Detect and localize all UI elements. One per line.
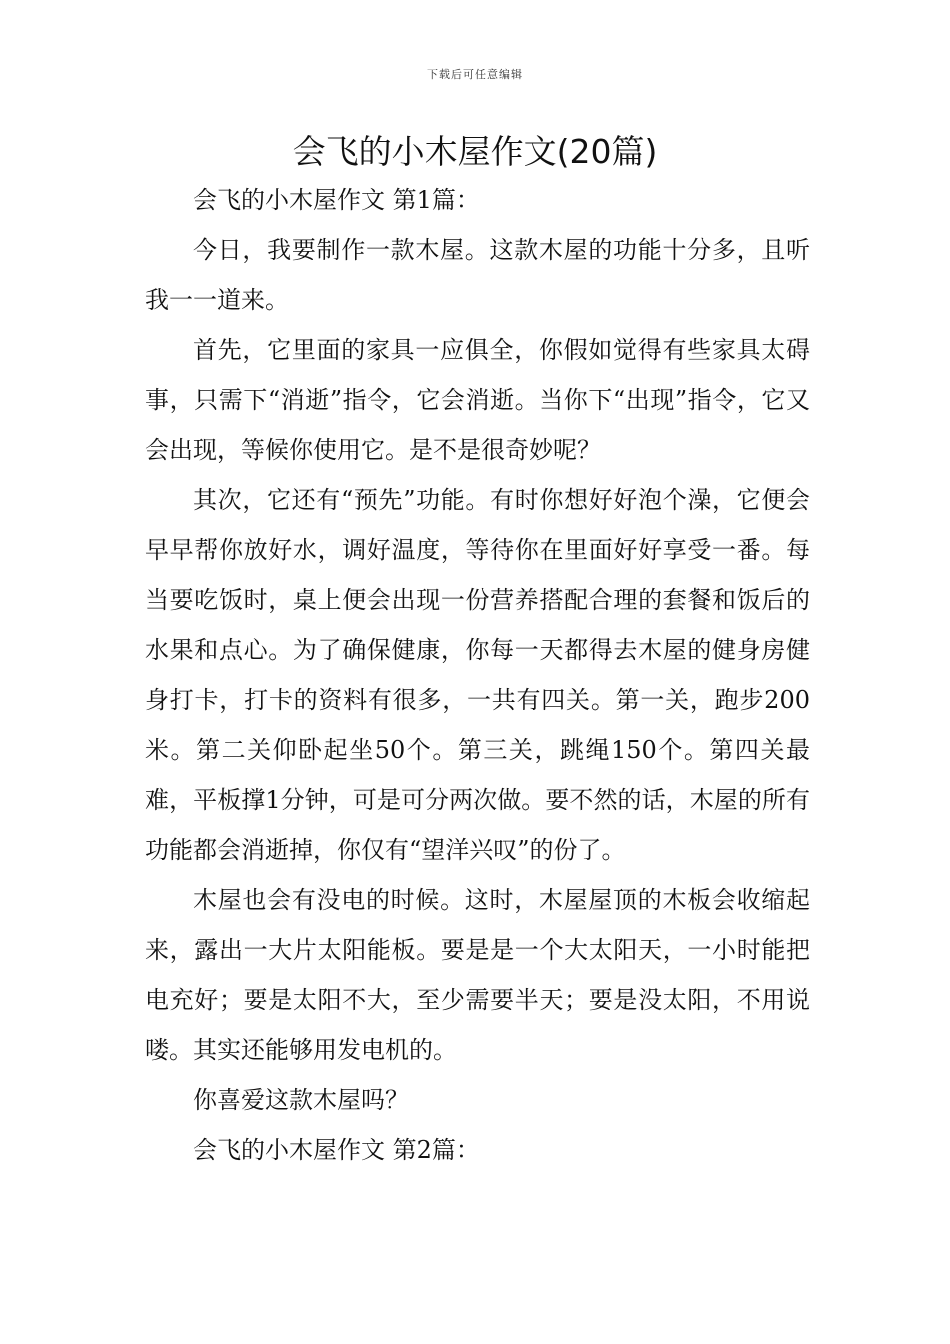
document-title: 会飞的小木屋作文(20篇): [292, 132, 658, 171]
header-note: 下载后可任意编辑: [427, 68, 523, 81]
paragraph: 其次，它还有“预先”功能。有时你想好好泡个澡，它便会早早帮你放好水，调好温度，等待你在里面好好享受一番。每当要吃饭时，桌上便会出现一份营养搭配合理的套餐和饭后的水果和点心。为了确保健康，你每一天都得去木屋的健身房健身打卡，打卡的资料有很多，一共有四关。第一关，跑步200米。第二关仰卧起坐50个。第三关，跳绳150个。第四关最难，平板撑1分钟，可是可分两次做。要不然的话，木屋的所有功能都会消逝掉，你仅有“望洋兴叹”的份了。: [145, 486, 810, 864]
paragraph: 你喜爱这款木屋吗？: [193, 1086, 409, 1114]
paragraph: 木屋也会有没电的时候。这时，木屋屋顶的木板会收缩起来，露出一大片太阳能板。要是是一个大太阳天，一小时能把电充好；要是太阳不大，至少需要半天；要是没太阳，不用说喽。其实还能够用发电机的。: [145, 886, 810, 1064]
document-body: [145, 175, 810, 1175]
section-heading-1: 会飞的小木屋作文 第1篇：: [193, 186, 480, 214]
section-heading-2: 会飞的小木屋作文 第2篇：: [193, 1136, 480, 1164]
paragraph: 今日，我要制作一款木屋。这款木屋的功能十分多，且听我一一道来。: [145, 236, 810, 314]
paragraph: 首先，它里面的家具一应俱全，你假如觉得有些家具太碍事，只需下“消逝”指令，它会消逝。当你下“出现”指令，它又会出现，等候你使用它。是不是很奇妙呢？: [145, 336, 810, 464]
